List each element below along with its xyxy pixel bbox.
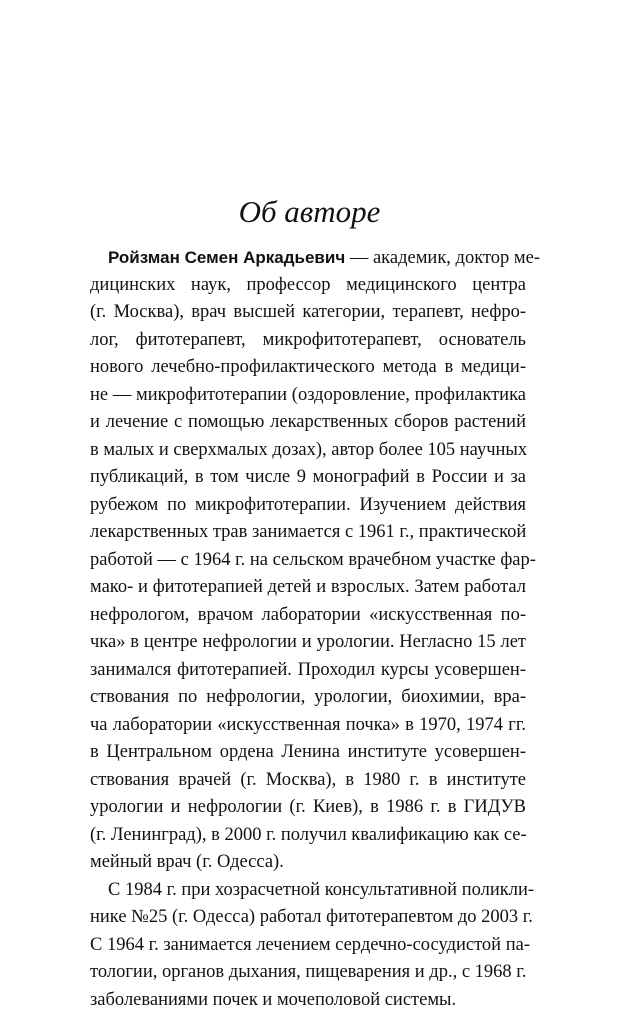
text-line: (г. Москва), врач высшей категории, терапевт, нефро- bbox=[90, 299, 526, 327]
text-line: лекарственных трав занимается с 1961 г., практической bbox=[90, 519, 526, 547]
author-name: Ройзман Семен Аркадьевич bbox=[108, 248, 345, 267]
author-bio bbox=[90, 244, 526, 1014]
text-line: нового лечебно-профилактического метода в медици- bbox=[90, 354, 526, 382]
text-line: Ройзман Семен Аркадьевич — академик, доктор ме- bbox=[90, 244, 526, 272]
text-line: работой — с 1964 г. на сельском врачебном участке фар- bbox=[90, 547, 526, 575]
text-line: ствования по нефрологии, урологии, биохимии, вра- bbox=[90, 684, 526, 712]
text-line: занимался фитотерапией. Проходил курсы усовершен- bbox=[90, 657, 526, 685]
text-line: ча лаборатории «искусственная почка» в 1970, 1974 гг. bbox=[90, 712, 526, 740]
page-title: Об авторе bbox=[0, 194, 619, 230]
text-line: в малых и сверхмалых дозах), автор более 105 научных bbox=[90, 437, 526, 465]
text-line: ствования врачей (г. Москва), в 1980 г. в институте bbox=[90, 767, 526, 795]
text-line: С 1984 г. при хозрасчетной консультативной поликли- bbox=[90, 877, 526, 905]
text-line: нефрологом, врачом лаборатории «искусственная по- bbox=[90, 602, 526, 630]
text-line: тологии, органов дыхания, пищеварения и др., с 1968 г. bbox=[90, 959, 526, 987]
text-line: урологии и нефрологии (г. Киев), в 1986 г. в ГИДУВ bbox=[90, 794, 526, 822]
text-line: рубежом по микрофитотерапии. Изучением действия bbox=[90, 492, 526, 520]
text-line: публикаций, в том числе 9 монографий в России и за bbox=[90, 464, 526, 492]
text-line: лог, фитотерапевт, микрофитотерапевт, основатель bbox=[90, 327, 526, 355]
text-line: дицинских наук, профессор медицинского центра bbox=[90, 272, 526, 300]
text-line: чка» в центре нефрологии и урологии. Негласно 15 лет bbox=[90, 629, 526, 657]
bio-paragraph-2 bbox=[90, 877, 526, 1014]
text-line: заболеваниями почек и мочеполовой системы. bbox=[90, 987, 526, 1014]
text-line: мейный врач (г. Одесса). bbox=[90, 849, 526, 877]
text-line: мако- и фитотерапией детей и взрослых. Затем работал bbox=[90, 574, 526, 602]
text-line: С 1964 г. занимается лечением сердечно-сосудистой па- bbox=[90, 932, 526, 960]
text-line: и лечение с помощью лекарственных сборов растений bbox=[90, 409, 526, 437]
text-line: (г. Ленинград), в 2000 г. получил квалификацию как се- bbox=[90, 822, 526, 850]
text-line: нике №25 (г. Одесса) работал фитотерапевтом до 2003 г. bbox=[90, 904, 526, 932]
text-line: не — микрофитотерапии (оздоровление, профилактика bbox=[90, 382, 526, 410]
bio-paragraph-1 bbox=[90, 244, 526, 877]
text-line: в Центральном ордена Ленина институте усовершен- bbox=[90, 739, 526, 767]
